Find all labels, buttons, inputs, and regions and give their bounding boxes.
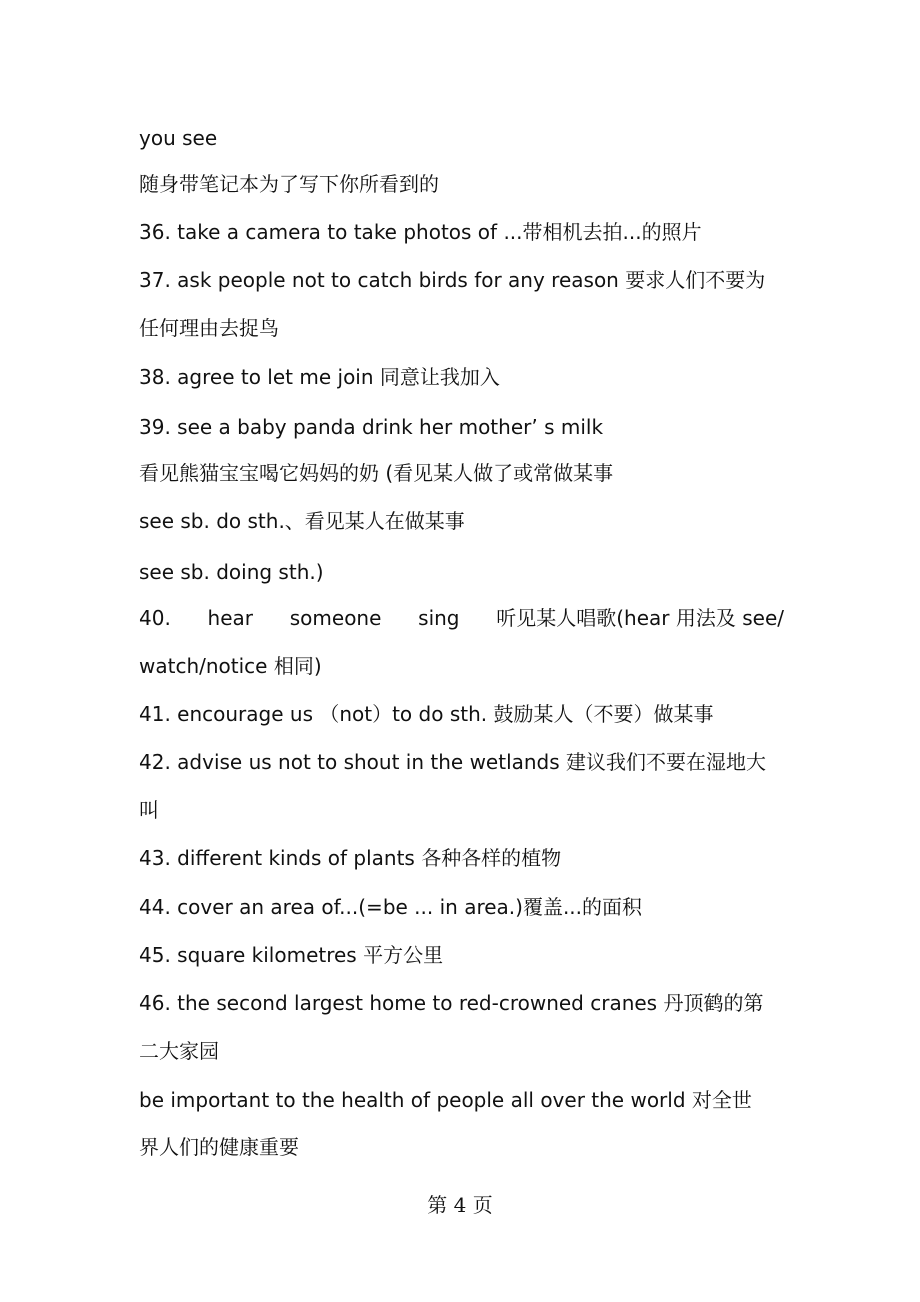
text-line: see sb. doing sth.) — [139, 560, 324, 584]
word: 40. — [139, 606, 171, 630]
text-line: 叫 — [139, 798, 159, 822]
text-line: 36. take a camera to take photos of ...带相机去拍...的照片 — [139, 220, 702, 244]
page-number: 第 4 页 — [427, 1193, 493, 1217]
text-line: be important to the health of people all over the world 对全世 — [139, 1088, 752, 1112]
text-line: 界人们的健康重要 — [139, 1135, 299, 1159]
word: sing — [418, 606, 460, 630]
text-line: 43. different kinds of plants 各种各样的植物 — [139, 846, 562, 870]
text-line: 二大家园 — [139, 1039, 219, 1063]
text-line: you see — [139, 126, 218, 150]
text-line: 38. agree to let me join 同意让我加入 — [139, 365, 500, 389]
text-line-justified — [139, 605, 784, 631]
text-line: 37. ask people not to catch birds for any reason 要求人们不要为 — [139, 268, 766, 292]
text-line: see sb. do sth.、看见某人在做某事 — [139, 509, 465, 533]
text-line: 随身带笔记本为了写下你所看到的 — [139, 172, 439, 196]
word: 听见某人唱歌(hear 用法及 see/ — [496, 606, 784, 630]
text-line: 46. the second largest home to red-crowned cranes 丹顶鹤的第 — [139, 991, 764, 1015]
text-line: 42. advise us not to shout in the wetlands 建议我们不要在湿地大 — [139, 750, 767, 774]
text-line: 41. encourage us （not）to do sth. 鼓励某人（不要）做某事 — [139, 702, 714, 726]
text-line: 任何理由去捉鸟 — [139, 316, 279, 340]
text-line: 45. square kilometres 平方公里 — [139, 943, 444, 967]
text-line: watch/notice 相同) — [139, 654, 322, 678]
text-line: 44. cover an area of...(=be ... in area.)覆盖...的面积 — [139, 895, 643, 919]
text-line: 39. see a baby panda drink her mother’ s milk — [139, 415, 604, 439]
word: someone — [289, 606, 382, 630]
text-line: 看见熊猫宝宝喝它妈妈的奶 (看见某人做了或常做某事 — [139, 461, 614, 485]
word: hear — [207, 606, 254, 630]
